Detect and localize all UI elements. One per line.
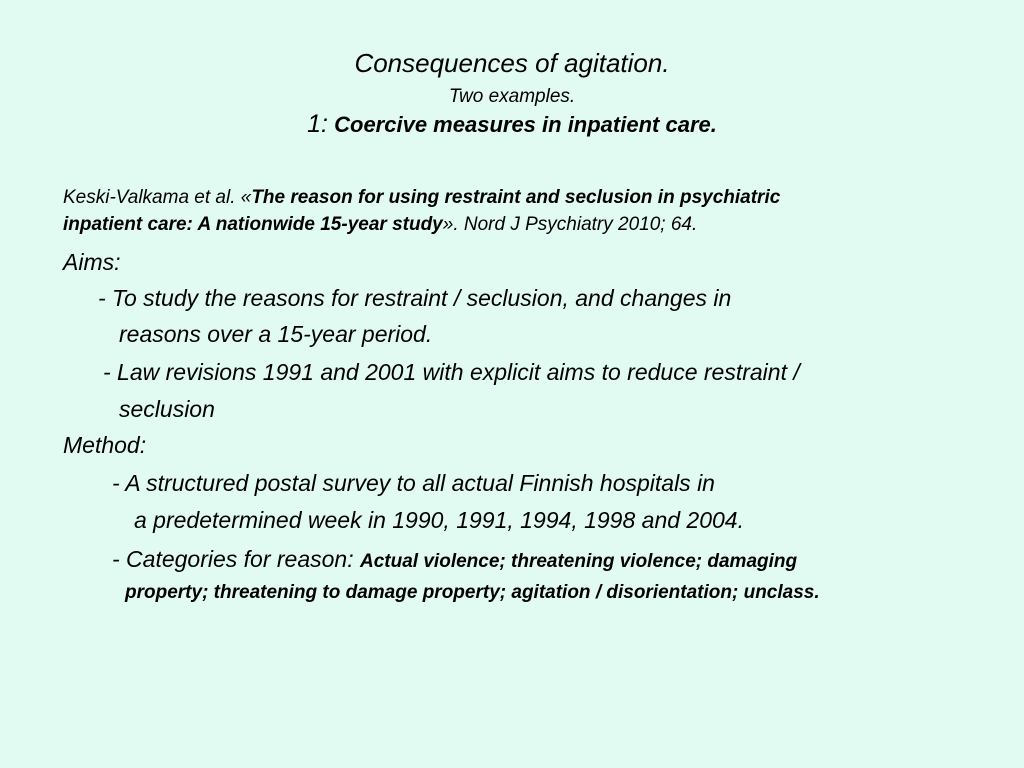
reference-line-1 — [63, 187, 780, 209]
method-item-2-line-1 — [112, 546, 797, 573]
aims-item-1-line-1: - To study the reasons for restraint / seclusion, and changes in — [98, 285, 732, 311]
method-item-1-line-1: - A structured postal survey to all actual Finnish hospitals in — [112, 470, 715, 496]
reference-title-part-1: The reason for using restraint and seclusion in psychiatric — [251, 187, 781, 208]
method-heading: Method: — [63, 432, 147, 458]
reference-line-2 — [63, 214, 697, 236]
heading-text: Coercive measures in inpatient care. — [334, 112, 717, 137]
slide-heading — [0, 110, 1024, 139]
aims-item-1-line-2: reasons over a 15-year period. — [119, 321, 433, 347]
method-item-1-line-2: a predetermined week in 1990, 1991, 1994, 1998 and 2004. — [134, 507, 744, 533]
method-item-2-categories-1: Actual violence; threatening violence; damaging — [360, 551, 798, 572]
method-item-2-prefix: - Categories for reason: — [112, 546, 361, 572]
slide-title — [0, 48, 1024, 79]
aims-item-2-line-1: - Law revisions 1991 and 2001 with explicit aims to reduce restraint / — [103, 359, 800, 385]
method-item-2-categories-2: property; threatening to damage property; agitation / disorientation; unclass. — [125, 582, 820, 603]
reference-authors: Keski-Valkama et al. « — [63, 187, 252, 208]
heading-number: 1: — [307, 110, 328, 138]
slide-subtitle — [0, 86, 1024, 108]
aims-heading: Aims: — [63, 249, 121, 275]
aims-item-2-line-2: seclusion — [119, 396, 215, 422]
title-main: Consequences of agitation. — [354, 48, 670, 78]
reference-title-part-2: inpatient care: A nationwide 15-year study — [63, 214, 443, 235]
reference-citation: ». Nord J Psychiatry 2010; 64. — [442, 214, 698, 235]
title-sub: Two examples. — [448, 86, 576, 107]
